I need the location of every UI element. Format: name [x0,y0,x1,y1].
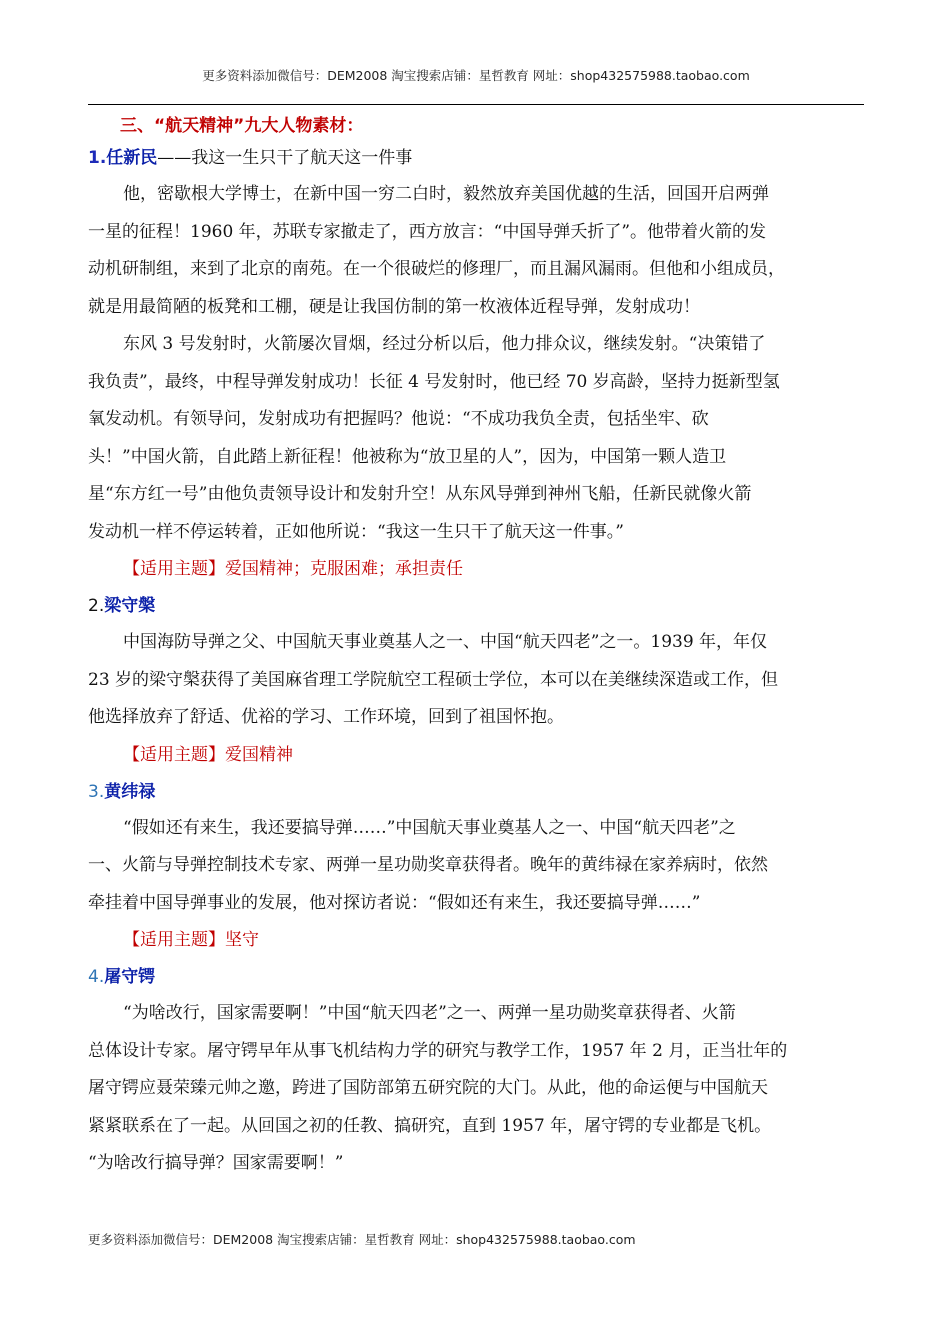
person-name: 梁守槃 [104,596,156,616]
paragraph [88,995,864,1183]
text-line: 我负责”，最终，中程导弹发射成功！长征 4 号发射时，他已经 70 岁高龄，坚持力挺新型氢 [88,371,780,392]
person-number: 3. [88,781,105,802]
page-footer: 更多资料添加微信号：DEM2008 淘宝搜索店铺：星哲教育 网址：shop432575988.taobao.com [88,1232,636,1247]
paragraph [88,810,864,923]
theme-label: 【适用主题】爱国精神；克服困难；承担责任 [123,559,463,579]
document-body [88,114,864,1183]
person-number: 4. [88,967,105,987]
text-line: 星“东方红一号”由他负责领导设计和发射升空！从东风导弹到神州飞船，任新民就像火箭 [88,484,752,504]
person-heading-3 [88,774,864,810]
text-line: “为啥改行搞导弹？国家需要啊！” [88,1153,344,1173]
text-line: “假如还有来生，我还要搞导弹……”中国航天事业奠基人之一、中国“航天四老”之 [123,817,736,838]
text-line: 他选择放弃了舒适、优裕的学习、工作环境，回到了祖国怀抱。 [88,707,564,727]
text-line: 屠守锷应聂荣臻元帅之邀，跨进了国防部第五研究院的大门。从此，他的命运便与中国航天 [88,1078,768,1098]
text-line: 一、火箭与导弹控制技术专家、两弹一星功勋奖章获得者。晚年的黄纬禄在家养病时，依然 [88,855,768,875]
text-line: 紧紧联系在了一起。从回国之初的任教、搞研究，直到 1957 年，屠守锷的专业都是飞机。 [88,1115,772,1136]
person-heading-2 [88,588,864,624]
text-line: 发动机一样不停运转着，正如他所说：“我这一生只干了航天这一件事。” [88,521,624,542]
text-line: 氧发动机。有领导问，发射成功有把握吗？他说：“不成功我负全责，包括坐牢、砍 [88,409,709,429]
text-line: 动机研制组，来到了北京的南苑。在一个很破烂的修理厂，而且漏风漏雨。但他和小组成员， [88,259,785,279]
person-name: 任新民 [106,148,158,168]
paragraph [88,624,864,737]
person-number: 2. [88,596,105,616]
text-line: 23 岁的梁守槃获得了美国麻省理工学院航空工程硕士学位，本可以在美继续深造或工作，但 [88,669,779,690]
text-line: 一星的征程！1960 年，苏联专家撤走了，西方放言：“中国导弹夭折了”。他带着火箭的发 [88,221,767,242]
person-tagline: ——我这一生只干了航天这一件事 [157,148,413,168]
person-number: 1. [88,148,107,168]
text-line: 中国海防导弹之父、中国航天事业奠基人之一、中国“航天四老”之一。1939 年，年仅 [123,632,768,652]
paragraph [88,326,864,551]
section-title: 三、“航天精神”九大人物素材： [120,116,364,136]
text-line: 东风 3 号发射时，火箭屡次冒烟，经过分析以后，他力排众议，继续发射。“决策错了 [123,334,766,354]
theme-label: 【适用主题】坚守 [123,930,259,950]
paragraph [88,176,864,326]
person-heading-4 [88,959,864,995]
theme-label: 【适用主题】爱国精神 [123,744,293,765]
person-name: 黄纬禄 [104,781,156,802]
header-divider [88,104,864,105]
person-heading-1 [88,140,864,176]
text-line: 牵挂着中国导弹事业的发展，他对探访者说：“假如还有来生，我还要搞导弹……” [88,892,701,913]
page-header: 更多资料添加微信号：DEM2008 淘宝搜索店铺：星哲教育 网址：shop432575988.taobao.com [202,68,750,83]
text-line: 就是用最简陋的板凳和工棚，硬是让我国仿制的第一枚液体近程导弹，发射成功！ [88,296,700,317]
text-line: “为啥改行，国家需要啊！”中国“航天四老”之一、两弹一星功勋奖章获得者、火箭 [123,1003,736,1023]
person-name: 屠守锷 [104,967,156,987]
text-line: 头！”中国火箭，自此踏上新征程！他被称为“放卫星的人”，因为，中国第一颗人造卫 [88,446,727,467]
text-line: 他，密歇根大学博士，在新中国一穷二白时，毅然放弃美国优越的生活，回国开启两弹 [123,184,769,204]
text-line: 总体设计专家。屠守锷早年从事飞机结构力学的研究与教学工作，1957 年 2 月，正当壮年的 [88,1040,788,1061]
